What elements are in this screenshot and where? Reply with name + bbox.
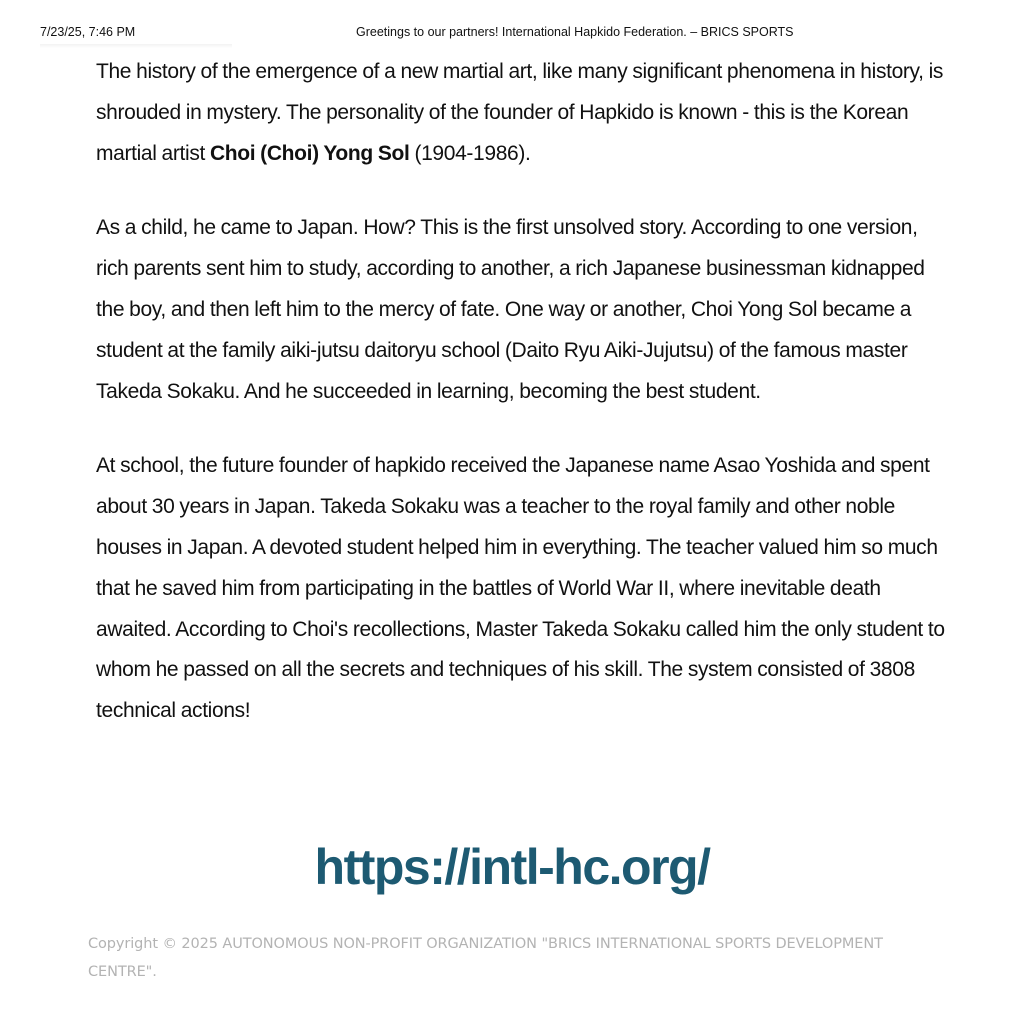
print-date: 7/23/25, 7:46 PM xyxy=(40,25,136,39)
founder-years: (1904-1986). xyxy=(409,141,531,165)
article-body xyxy=(96,52,946,732)
paragraph-founder xyxy=(96,52,946,174)
header-divider xyxy=(40,44,232,48)
paragraph-childhood: As a child, he came to Japan. How? This is the first unsolved story. According to one version, rich parents sent him to study, according to another, a rich Japanese businessman kidnapped the boy, and then left him to the mercy of fate. One way or another, Choi Yong Sol became a student at the family aiki-jutsu daitoryu school (Daito Ryu Aiki-Jujutsu) of the famous master Takeda Sokaku. And he succeeded in learning, becoming the best student. xyxy=(96,216,925,403)
paragraph-founder-text: The history of the emergence of a new martial art, like many significant phenomena in history, is shrouded in mystery. The personality of the founder of Hapkido is known - this is the Korean martial artist xyxy=(96,60,944,165)
copyright-notice: Copyright © 2025 AUTONOMOUS NON-PROFIT ORGANIZATION "BRICS INTERNATIONAL SPORTS DEVELOPMENT CENTRE". xyxy=(88,936,883,980)
website-link[interactable]: https://intl-hc.org/ xyxy=(314,839,710,895)
print-header xyxy=(0,25,1024,41)
paragraph-school: At school, the future founder of hapkido received the Japanese name Asao Yoshida and spent about 30 years in Japan. Takeda Sokaku was a teacher to the royal family and other noble houses in Japan. A devoted student helped him in everything. The teacher valued him so much that he saved him from participating in the battles of World War II, where inevitable death awaited. According to Choi's recollections, Master Takeda Sokaku called him the only student to whom he passed on all the secrets and techniques of his skill. The system consisted of 3808 technical actions! xyxy=(96,454,945,723)
print-page-title: Greetings to our partners! International Hapkido Federation. – BRICS SPORTS xyxy=(356,25,794,39)
founder-name: Choi (Choi) Yong Sol xyxy=(209,141,410,165)
